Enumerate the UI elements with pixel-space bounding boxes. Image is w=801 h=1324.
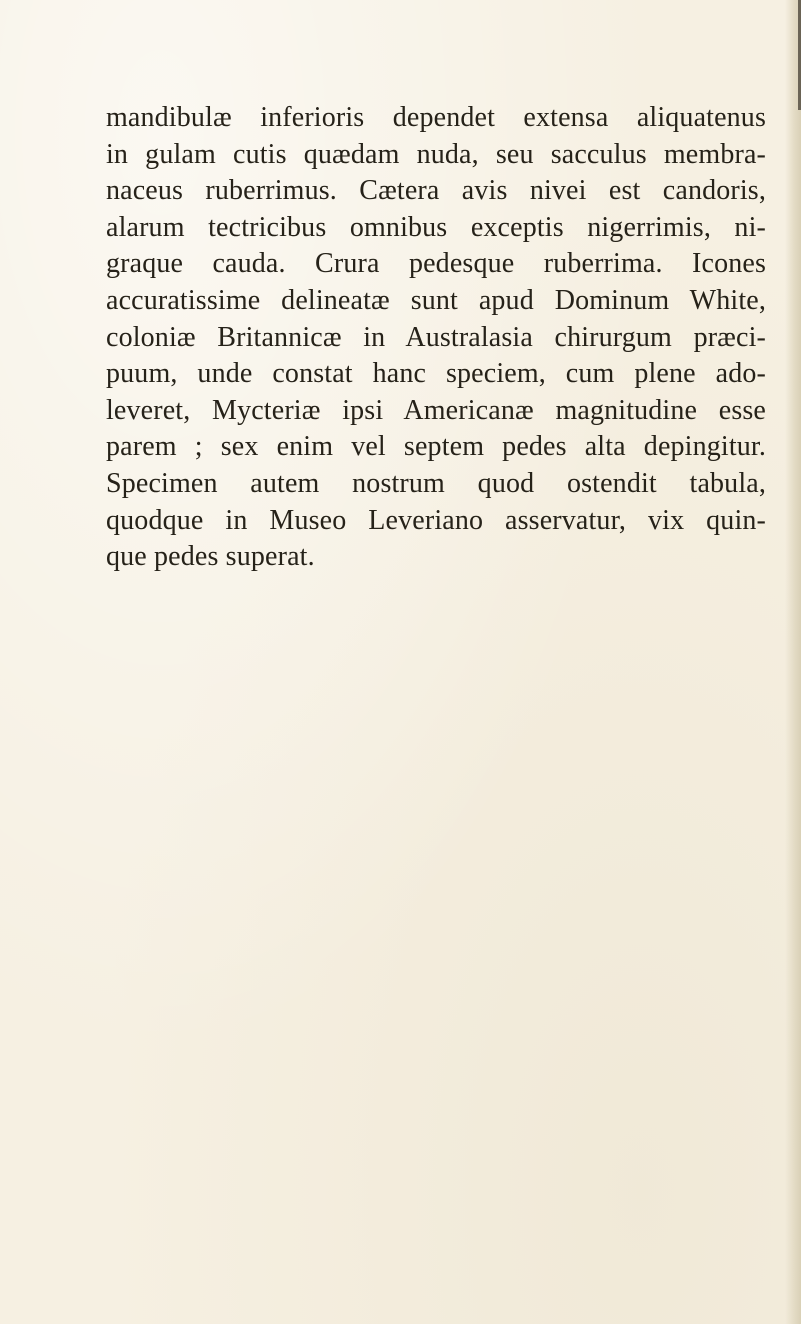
text-line: que pedes superat.	[106, 541, 315, 573]
text-line: coloniæ Britannicæ in Australasia chirurgum præci-	[106, 321, 766, 353]
text-line: in gulam cutis quædam nuda, seu sacculus membra-	[106, 138, 766, 170]
text-line: puum, unde constat hanc speciem, cum plene ado-	[106, 358, 766, 390]
text-line: accuratissime delineatæ sunt apud Dominum White,	[106, 284, 766, 316]
text-line: mandibulæ inferioris dependet extensa aliquatenus	[106, 102, 766, 133]
body-text	[106, 100, 766, 576]
text-line: alarum tectricibus omnibus exceptis nigerrimis, ni-	[106, 211, 766, 243]
text-line: graque cauda. Crura pedesque ruberrima. Icones	[106, 248, 766, 280]
text-line: parem ; sex enim vel septem pedes alta depingitur.	[106, 431, 766, 463]
text-line: quodque in Museo Leveriano asservatur, vix quin-	[106, 504, 766, 536]
page-gutter	[785, 0, 801, 1324]
text-line: Specimen autem nostrum quod ostendit tabula,	[106, 467, 766, 499]
text-line: naceus ruberrimus. Cætera avis nivei est candoris,	[106, 175, 766, 207]
text-line: leveret, Mycteriæ ipsi Americanæ magnitudine esse	[106, 394, 766, 426]
